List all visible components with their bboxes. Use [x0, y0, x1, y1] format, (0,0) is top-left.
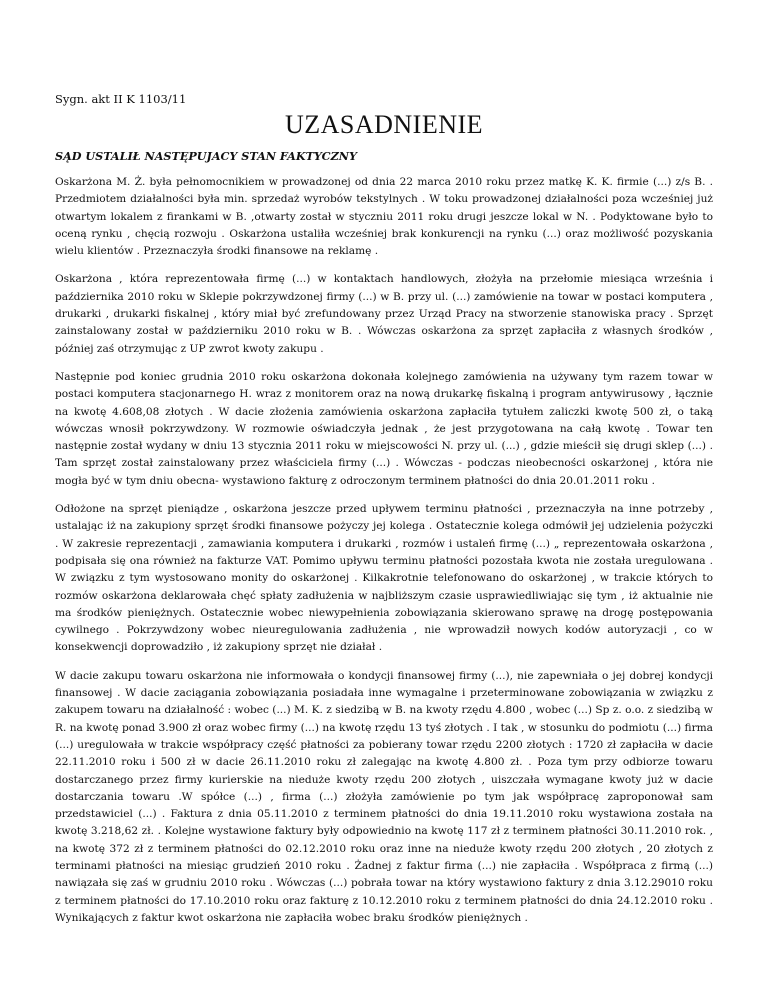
document-title: UZASADNIENIE: [284, 110, 484, 139]
section-heading: SĄD USTALIŁ NASTĘPUJACY STAN FAKTYCZNY: [55, 149, 357, 163]
paragraph: Oskarżona , która reprezentowała firmę (...) w kontaktach handlowych, złożyła na przełomie miesiąca września i października 2010 roku w Sklepie pokrzywdzonej firmy (...) w B. przy ul. (...) zamówienie na towar w postaci komputera , drukarki , drukarki fiskalnej , który miał być zrefundowany przez Urząd Pracy na stworzenie stanowiska pracy . Sprzęt zainstalowany został w październiku 2010 roku w B. . Wówczas oskarżona za sprzęt zapłaciła z własnych środków , później zaś otrzymując z UP zwrot kwoty zakupu .: [55, 273, 713, 355]
paragraph: Odłożone na sprzęt pieniądze , oskarżona jeszcze przed upływem terminu płatności , przeznaczyła na inne potrzeby , ustalając iż na zakupiony sprzęt środki finansowe pożyczy jej kolega . Ostatecznie kolega odmówił jej udzielenia pożyczki . W zakresie reprezentacji , zamawiania komputera i drukarki , rozmów i ustaleń firmę (...) „ reprezentowała oskarżona , podpisała się ona również na fakturze VAT. Pomimo upływu terminu płatności pozostała kwota nie została uregulowana . W związku z tym wystosowano monity do oskarżonej . Kilkakrotnie telefonowano do oskarżonej , w trakcie których to rozmów oskarżona deklarowała chęć spłaty zadłużenia w najbliższym czasie usprawiedliwiając się tym , iż aktualnie nie ma środków pieniężnych. Ostatecznie wobec niewypełnienia zobowiązania skierowano sprawę na drogę postępowania cywilnego . Pokrzywdzony wobec nieuregulowania zadłużenia , nie wprowadził nowych kodów autoryzacji , co w konsekwencji doprowadziło , iż zakupiony sprzęt nie działał .: [55, 503, 713, 654]
document-body: [55, 174, 713, 938]
paragraph: Oskarżona M. Ż. była pełnomocnikiem w prowadzonej od dnia 22 marca 2010 roku przez matkę K. K. firmie (...) z/s B. . Przedmiotem działalności była min. sprzedaż wyrobów tekstylnych . W toku prowadzonej działalności poza wcześniej już otwartym lokalem z firankami w B. ,otwarty został w styczniu 2011 roku drugi jeszcze lokal w N. . Podyktowane było to oceną rynku , chęcią rozwoju . Oskarżona ustaliła wcześniej brak konkurencji na rynku (...) oraz możliwość pozyskania wielu klientów . Przeznaczyła środki finansowe na reklamę .: [55, 176, 713, 258]
paragraph: W dacie zakupu towaru oskarżona nie informowała o kondycji finansowej firmy (...), nie zapewniała o jej dobrej kondycji finansowej . W dacie zaciągania zobowiązania posiadała inne wymagalne i przeterminowane zobowiązania w związku z zakupem towaru na działalność : wobec (...) M. K. z siedzibą w B. na kwoty rzędu 4.800 , wobec (...) Sp z. o.o. z siedzibą w R. na kwotę ponad 3.900 zł oraz wobec firmy (...) na kwotę rzędu 13 tyś złotych . I tak , w stosunku do podmiotu (...) firma (...) uregulowała w trakcie współpracy część płatności za pobierany towar rzędu 2200 złotych : 1720 zł zapłaciła w dacie 22.11.2010 roku i 500 zł w dacie 26.11.2010 roku zł zalegając na kwotę 4.800 zł. . Poza tym przy odbiorze towaru dostarczanego przez firmy kurierskie na nieduże kwoty rzędu 200 złotych , uiszczała wymagane kwoty już w dacie dostarczania towaru .W spółce (...) , firma (...) złożyła zamówienie po tym jak współpracę zaproponował sam przedstawiciel (...) . Faktura z dnia 05.11.2010 z terminem płatności do dnia 19.11.2010 roku wystawiona została na kwotę 3.218,62 zł. . Kolejne wystawione faktury były odpowiednio na kwotę 117 zł z terminem płatności 30.11.2010 rok. , na kwotę 372 zł z terminem płatności do 02.12.2010 roku oraz inne na nieduże kwoty rzędu 200 złotych , 20 złotych z terminami płatności na miesiąc grudzień 2010 roku . Żadnej z faktur firma (...) nie zapłaciła . Współpraca z firmą (...) nawiązała się zaś w grudniu 2010 roku . Wówczas (...) pobrała towar na który wystawiono faktury z dnia 3.12.29010 roku z terminem płatności do 17.10.2010 roku oraz fakturę z 10.12.2010 roku z terminem płatności do dnia 24.12.2010 roku . Wynikających z faktur kwot oskarżona nie zapłaciła wobec braku środków pieniężnych .: [55, 669, 713, 924]
paragraph: Następnie pod koniec grudnia 2010 roku oskarżona dokonała kolejnego zamówienia na używany tym razem towar w postaci komputera stacjonarnego H. wraz z monitorem oraz na nową drukarkę fiskalną i program antywirusowy , łącznie na kwotę 4.608,08 złotych . W dacie złożenia zamówienia oskarżona zapłaciła tytułem zaliczki kwotę 500 zł, o taką wówczas wnosił pokrzywdzony. W rozmowie oświadczyła jednak , że jest przygotowana na całą kwotę . Towar ten następnie został wydany w dniu 13 stycznia 2011 roku w miejscowości N. przy ul. (...) , gdzie mieścił się drugi sklep (...) . Tam sprzęt został zainstalowany przez właściciela firmy (...) . Wówczas - podczas nieobecności oskarżonej , która nie mogła być w tym dniu obecna- wystawiono fakturę z odroczonym terminem płatności do dnia 20.01.2011 roku .: [55, 370, 713, 487]
case-signature: Sygn. akt II K 1103/11: [55, 92, 187, 106]
